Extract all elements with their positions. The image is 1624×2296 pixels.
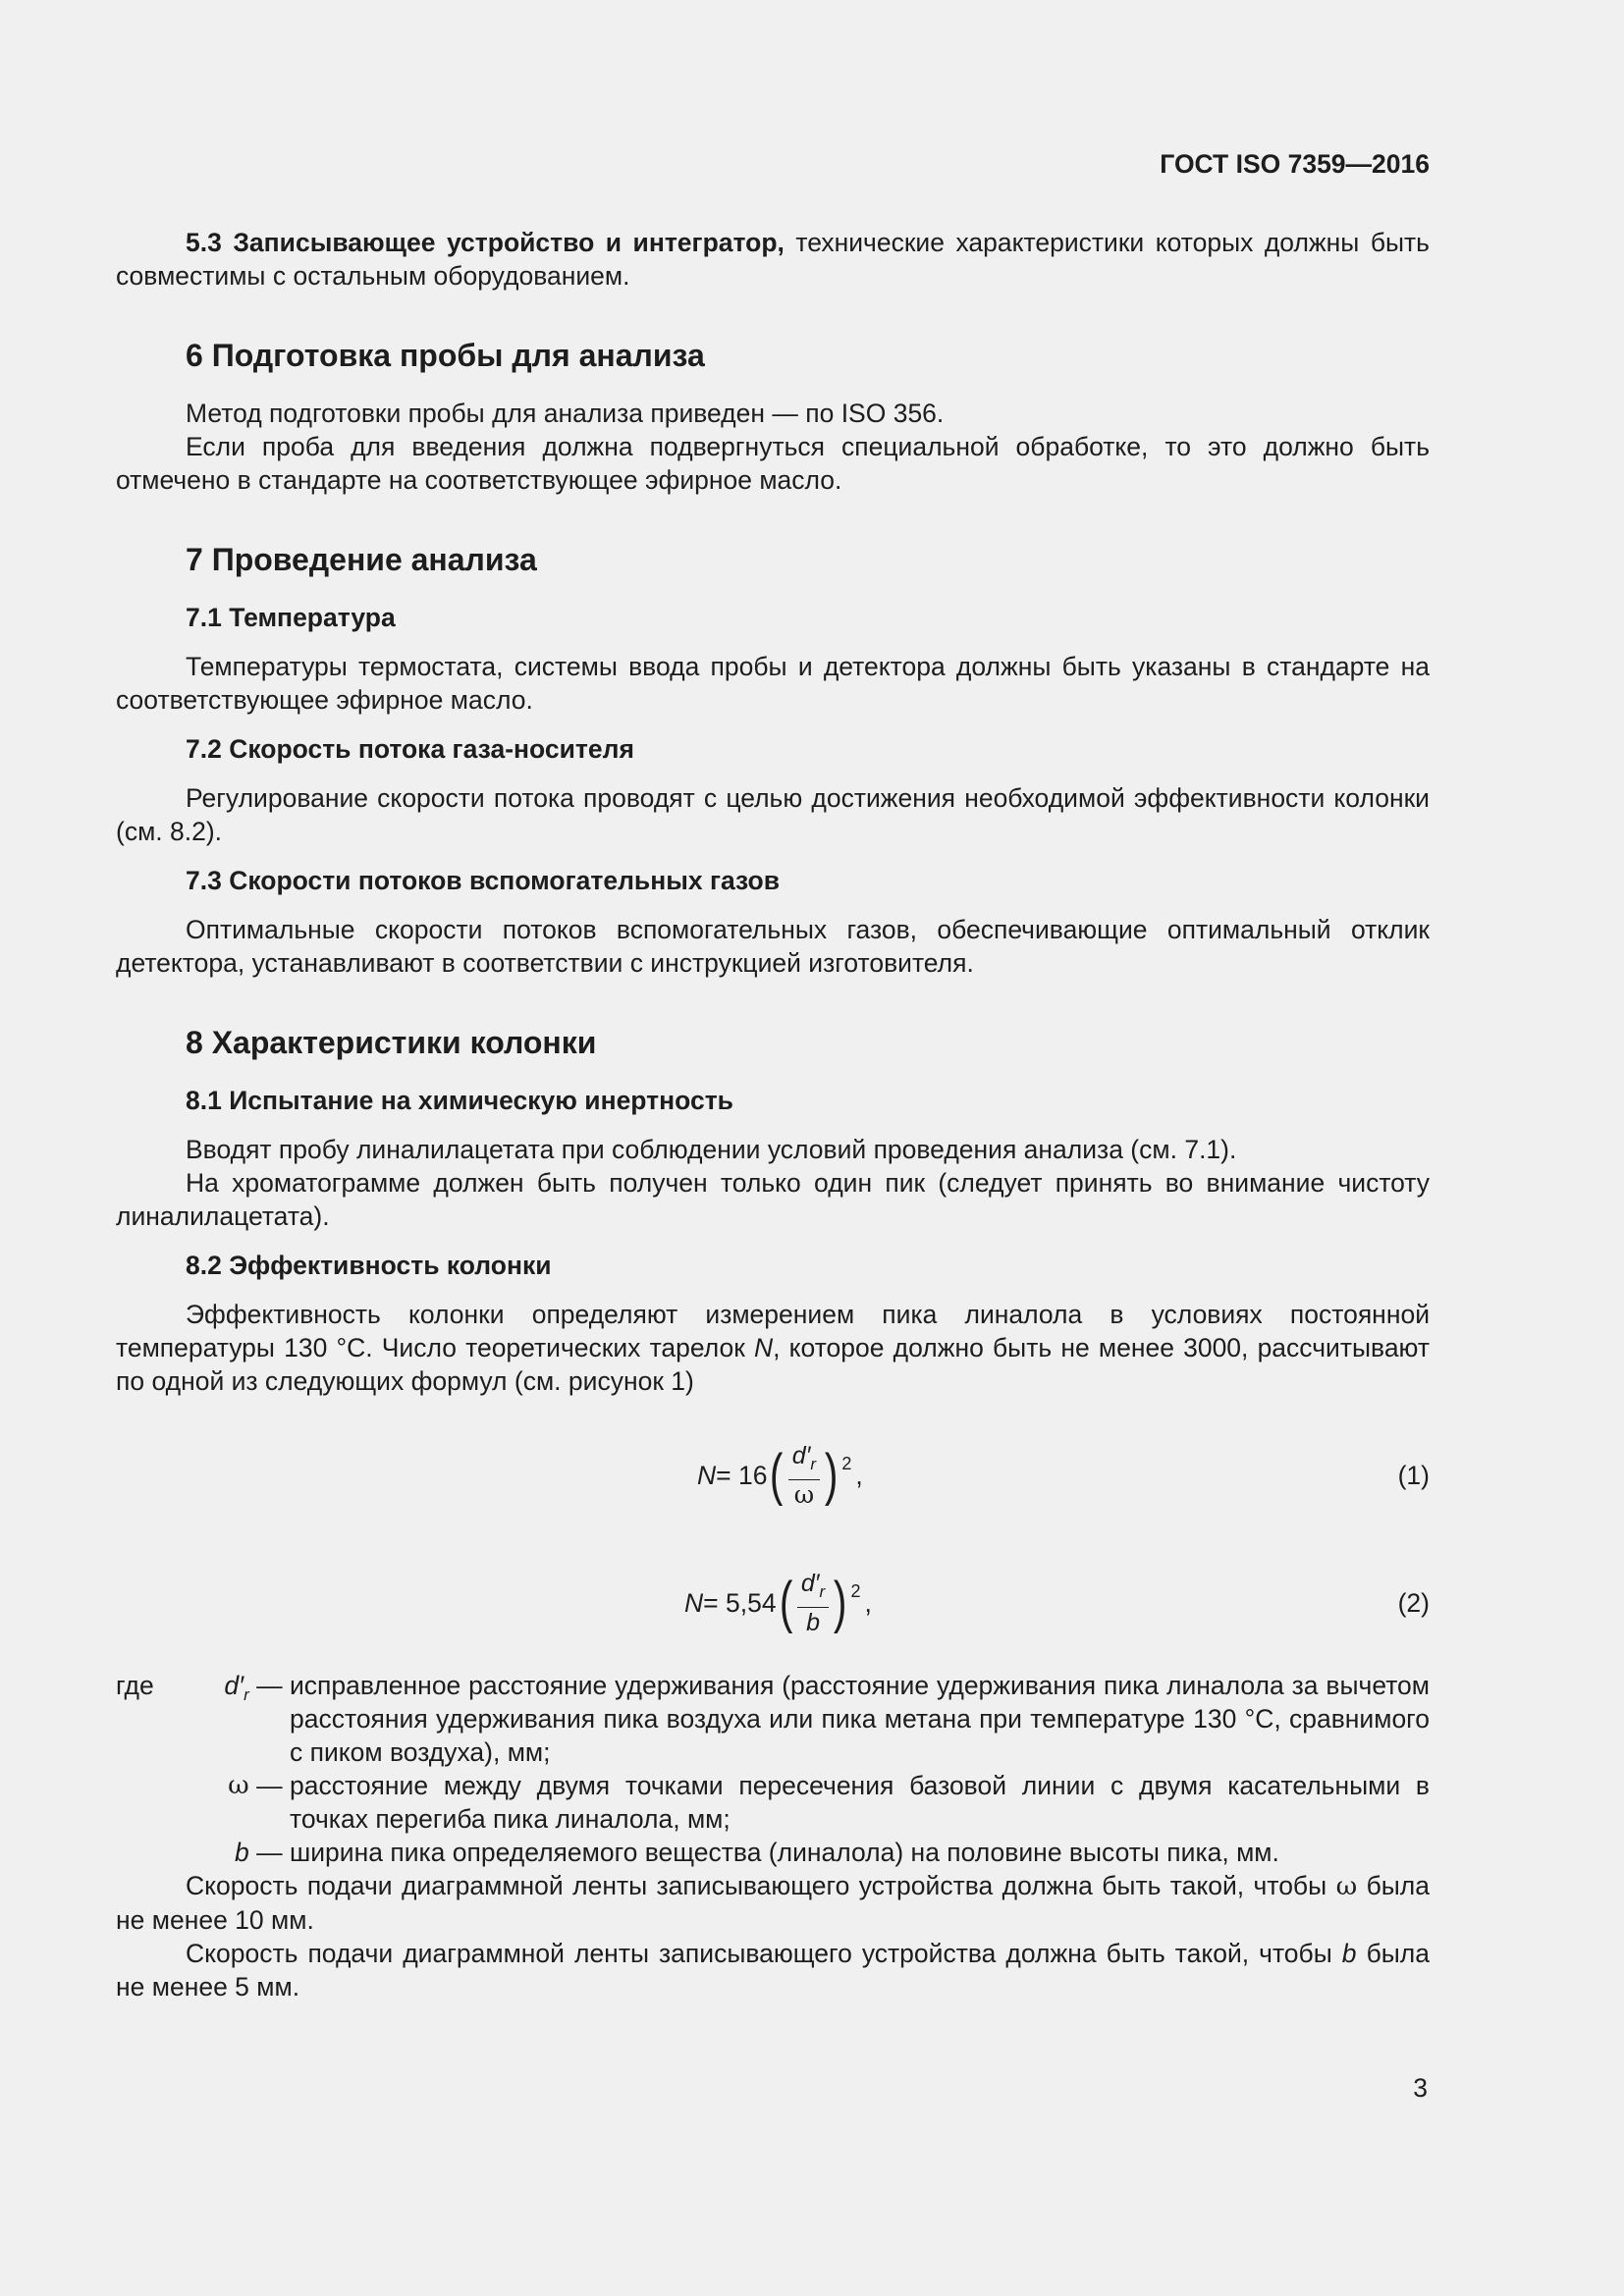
variable-n: N	[754, 1333, 774, 1362]
variable-b: b	[1341, 1939, 1357, 1968]
formula-1-coefficient: = 16	[716, 1461, 768, 1490]
section-7-1-text: Температуры термостата, системы ввода пробы и детектора должны быть указаны в стандарте на соответствующее эфирное масло.	[116, 652, 1430, 715]
formula-1-number: (1)	[1397, 1461, 1430, 1490]
section-7-2-text: Регулирование скорости потока проводят с целью достижения необходимой эффективности колонки (см. 8.2).	[116, 783, 1430, 846]
section-5-3-lead: 5.3 Записывающее устройство и интегратор,	[186, 228, 785, 257]
section-8-1-paragraph-1: Вводят пробу линалилацетата при соблюдении условий проведения анализа (см. 7.1).	[186, 1135, 1237, 1164]
formula-2-numerator: $d'_r$	[797, 1569, 829, 1608]
section-5-3-text: технические характеристики которых должны быть совместимы с остальным оборудованием.	[116, 228, 1430, 291]
section-8-2-text-b: , которое должно быть не менее 3000, рассчитывают по одной из следующих формул (см. рисунок 1)	[116, 1333, 1430, 1396]
variable-omega: ω	[1335, 1871, 1358, 1901]
formula-2-number: (2)	[1397, 1588, 1430, 1618]
definition-b-text: ширина пика определяемого вещества (линалола) на половине высоты пика, мм.	[290, 1838, 1279, 1867]
dash: —	[256, 1671, 283, 1700]
section-7-3-text: Оптимальные скорости потоков вспомогательных газов, обеспечивающие оптимальный отклик детектора, устанавливают в соответствии с инструкцией изготовителя.	[116, 915, 1430, 978]
definition-omega	[116, 1769, 1430, 1836]
definition-omega-symbol: ω	[228, 1770, 249, 1800]
formula-2-denominator: b	[806, 1609, 820, 1636]
section-7-3-title: 7.3 Скорости потоков вспомогательных газов	[186, 866, 781, 895]
formula-1-fraction	[788, 1441, 820, 1510]
definitions-where-label: где	[116, 1671, 154, 1700]
closing-paragraph-2: Скорость подачи диаграммной ленты записывающего устройства должна быть такой, чтобы b была не менее 5 мм.	[116, 1939, 1430, 2002]
formula-1-comma: ,	[855, 1461, 863, 1490]
section-7-2-title: 7.2 Скорость потока газа-носителя	[186, 734, 634, 764]
dash: —	[256, 1838, 283, 1867]
definitions-list	[116, 1669, 1430, 1869]
formula-2-lhs: N	[684, 1588, 704, 1618]
section-6-paragraph-1: Метод подготовки пробы для анализа приведен — по ISO 356.	[186, 399, 945, 428]
formula-2-comma: ,	[864, 1588, 872, 1618]
section-7-title: 7 Проведение анализа	[186, 542, 537, 577]
formula-2-exponent: 2	[850, 1581, 861, 1601]
definition-b	[116, 1836, 1430, 1869]
formula-1	[116, 1431, 1430, 1520]
formula-2-coefficient: = 5,54	[703, 1588, 777, 1618]
document-body	[116, 226, 1430, 2003]
formula-1-exponent: 2	[841, 1454, 852, 1473]
section-8-title: 8 Характеристики колонки	[186, 1025, 597, 1060]
closing-paragraph-1: Скорость подачи диаграммной ленты записывающего устройства должна быть такой, чтобы ω была не менее 10 мм.	[116, 1871, 1430, 1935]
definition-d	[116, 1669, 1430, 1769]
formula-1-denominator: ω	[793, 1480, 815, 1509]
definition-omega-text: расстояние между двумя точками пересечения базовой линии с двумя касательными в точках перегиба пика линалола, мм;	[290, 1771, 1430, 1834]
document-code: ГОСТ ISO 7359—2016	[1160, 149, 1430, 179]
section-5-3	[116, 226, 1430, 293]
formula-1-lhs: N	[697, 1461, 717, 1490]
formula-1-expression	[697, 1431, 863, 1520]
section-8-1-paragraph-2: На хроматограмме должен быть получен только один пик (следует принять во внимание чистоту линалилацетата).	[116, 1168, 1430, 1231]
section-8-2-text-a: Эффективность колонки определяют измерением пика линалола в условиях постоянной температуры 130 °C. Число теоретических тарелок	[116, 1300, 1430, 1362]
left-paren-icon: (	[779, 1571, 792, 1634]
left-paren-icon: (	[770, 1443, 784, 1507]
formula-2-expression	[684, 1559, 872, 1647]
section-8-1-title: 8.1 Испытание на химическую инертность	[186, 1086, 733, 1115]
section-6-paragraph-2: Если проба для введения должна подвергнуться специальной обработке, то это должно быть отмечено в стандарте на соответствующее эфирное масло.	[116, 432, 1430, 495]
definition-d-symbol: $d'_r$	[224, 1671, 249, 1704]
formula-2-fraction	[797, 1569, 829, 1637]
dash: —	[256, 1771, 283, 1800]
formula-2	[116, 1559, 1430, 1647]
section-8-2-paragraph	[116, 1298, 1430, 1398]
right-paren-icon: )	[834, 1571, 847, 1634]
page-number: 3	[1413, 2073, 1428, 2103]
section-6-title: 6 Подготовка пробы для анализа	[186, 338, 705, 373]
section-7-1-title: 7.1 Температура	[186, 603, 396, 632]
definition-b-symbol: b	[235, 1838, 249, 1867]
definition-d-text: исправленное расстояние удерживания (расстояние удерживания пика линалола за вычетом расстояния удерживания пика воздуха или пика метана при температуре 130 °C, сравнимого с пиком воздуха), мм;	[290, 1671, 1430, 1767]
right-paren-icon: )	[824, 1443, 839, 1507]
section-8-2-title: 8.2 Эффективность колонки	[186, 1251, 552, 1280]
formula-1-numerator: $d'_r$	[788, 1441, 820, 1480]
